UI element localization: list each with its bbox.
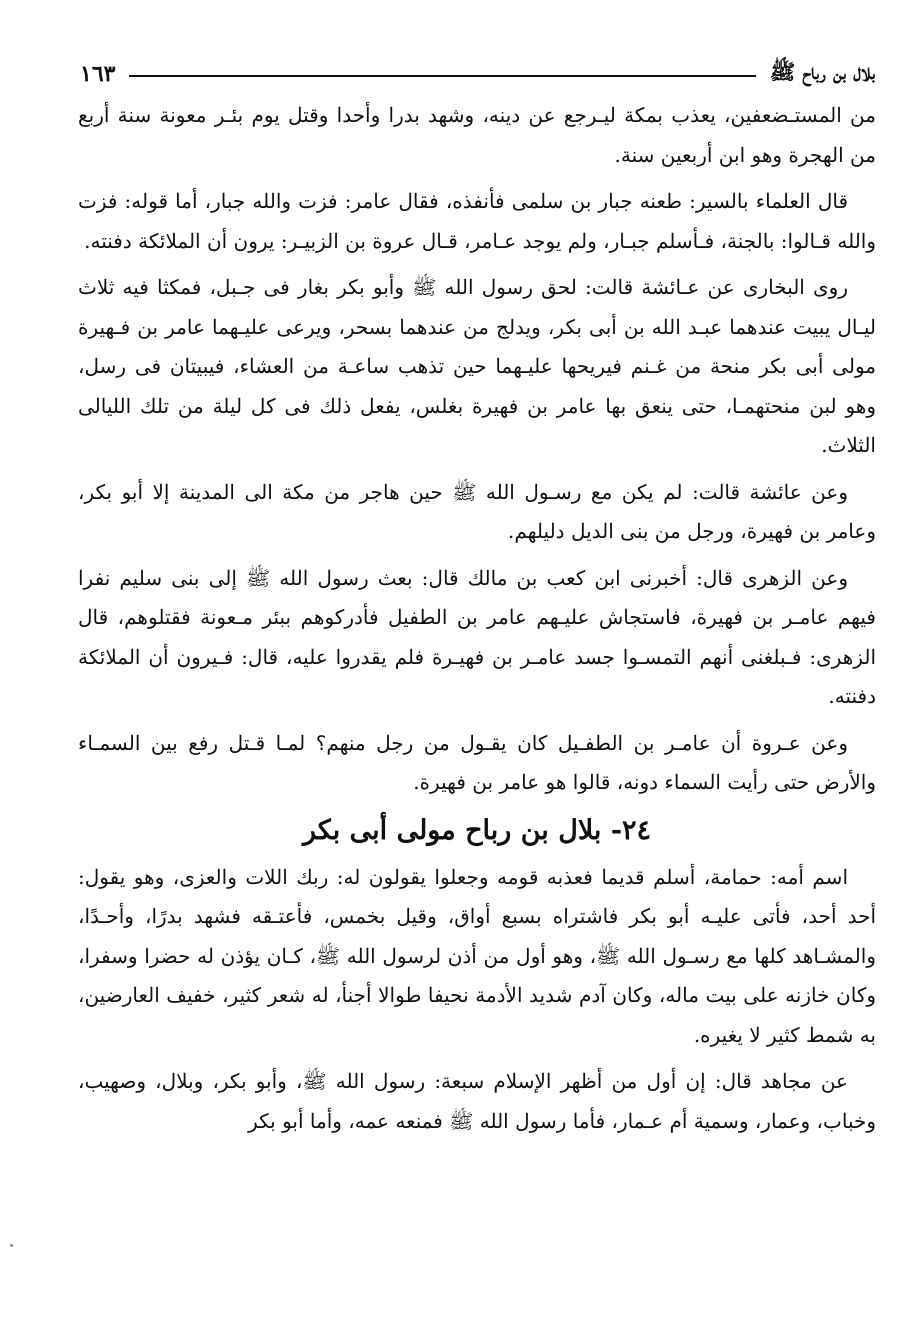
page-number: ١٦٣ xyxy=(80,61,116,87)
paragraph-7: اسم أمه: حمامة، أسلم قديما فعذبه قومه وجعلوا يقولون له: ربك اللات والعزى، وهو يقول: أحد أحد، فأتى عليـه أبو بكر فاشتراه بسبع أواق، وقيل بخمس، فأعتـقه فشهد بدرًا، وأحـدًا، والمشـاهد كلها مع رسـول الله ﷺ، وهو أول من أذن لرسول الله ﷺ، كـان يؤذن له حضرا وسفرا، وكان خازنه على بيت ماله، وكان آدم شديد الأدمة نحيفا طوالا أجنأ، له شعر كثير، خفيف العارضين، به شمط كثير لا يغيره. xyxy=(78,864,876,1047)
page-header xyxy=(80,58,875,90)
paragraph-3: روى البخارى عن عـائشة قالت: لحق رسول الله ﷺ وأبو بكر بغار فى جـبل، فمكثا فيه ثلاث ليـال يبيت عندهما عبـد الله بن أبى بكر، ويدلج من عندهما بسحر، ويرعى عليـهما عامر بن فـهيرة مولى أبى بكر منحة من غـنم فيريحها عليـهما حين تذهب ساعـة من العشاء، فيبيتان فى رسل، وهو لبن منحتهمـا، حتى ينعق بها عامر بن فهيرة بغلس، يفعل ذلك فى كل ليلة من تلك الليالى الثلاث. xyxy=(78,275,876,457)
paragraph-5: وعن الزهرى قال: أخبرنى ابن كعب بن مالك قال: بعث رسول الله ﷺ إلى بنى سليم نفرا فيهم عامـر بن فهيرة، فاستجاش عليـهم عامر بن الطفيل فأدركوهم ببئر مـعونة فقتلوهم، قال الزهرى: فـبلغنى أنهم التمسـوا جسد عامـر بن فهيـرة فلم يقدروا عليه، قال: فـيرون أن الملائكة دفنته. xyxy=(78,565,876,708)
paragraph-4: وعن عائشة قالت: لم يكن مع رسـول الله ﷺ حين هاجر من مكة الى المدينة إلا أبو بكر، وعامر بن فهيرة، ورجل من بنى الديل دليلهم. xyxy=(78,479,876,543)
body-text xyxy=(78,96,876,1148)
running-title: بلال بن رباح ﷺ xyxy=(769,58,875,84)
section-heading: ٢٤- بلال بن رباح مولى أبى بكر xyxy=(302,814,652,846)
paragraph-8: عن مجاهد قال: إن أول من أظهر الإسلام سبعة: رسول الله ﷺ، وأبو بكر، وبلال، وصهيب، وخباب، وعمار، وسمية أم عـمار، فأما رسول الله ﷺ فمنعه عمه، وأما أبو بكر xyxy=(78,1069,876,1133)
scan-speck xyxy=(10,1244,13,1247)
paragraph-6: وعن عـروة أن عامـر بن الطفـيل كان يقـول من رجل منهم؟ لمـا قـتل رفع بين السمـاء والأرض حتى رأيت السماء دونه، قالوا هو عامر بن فهيرة. xyxy=(78,730,876,794)
paragraph-1: من المستـضعفين، يعذب بمكة ليـرجع عن دينه، وشهد بدرا وأحدا وقتل يوم بئـر معونة سنة أربع من الهجرة وهو ابن أربعين سنة. xyxy=(78,103,876,167)
header-rule xyxy=(129,75,755,77)
paragraph-2: قال العلماء بالسير: طعنه جبار بن سلمى فأنفذه، فقال عامر: فزت والله جبار، أما قوله: فزت والله قـالوا: بالجنة، فـأسلم جبـار، ولم يوجد عـامر، قـال عروة بن الزبيـر: يرون أن الملائكة دفنته. xyxy=(78,189,876,253)
